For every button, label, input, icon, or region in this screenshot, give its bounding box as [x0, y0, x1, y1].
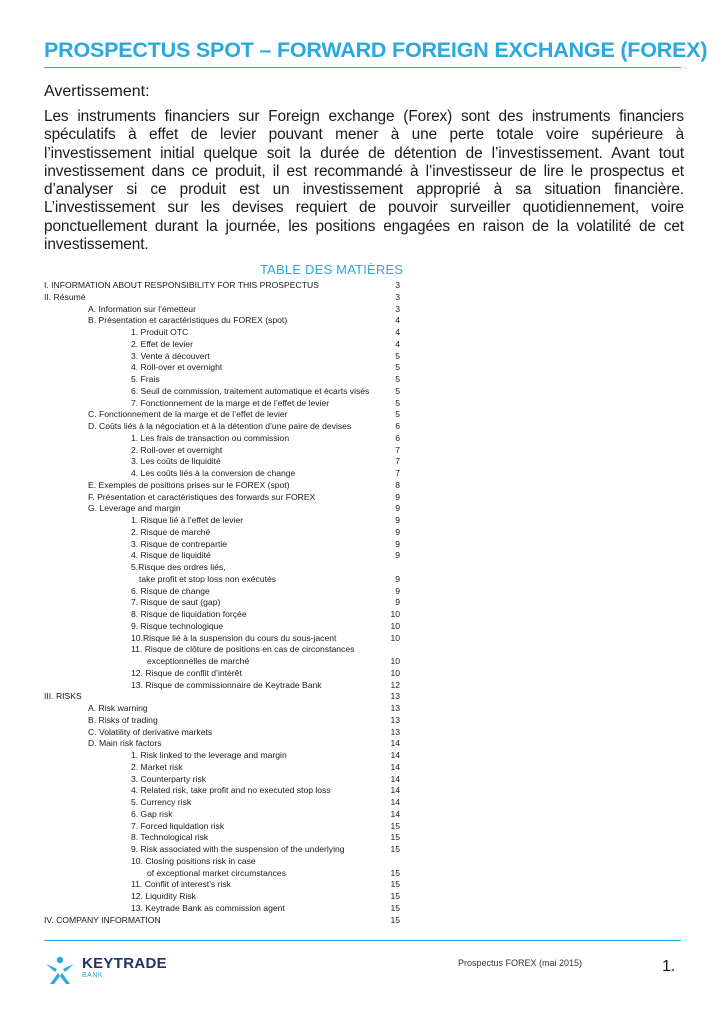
toc-entry — [44, 409, 404, 421]
table-of-contents — [44, 280, 404, 926]
toc-entry — [44, 750, 404, 762]
toc-entry — [44, 445, 404, 457]
toc-entry-page: 6 — [395, 421, 400, 431]
toc-entry-page: 10 — [390, 632, 400, 643]
toc-entry — [44, 492, 404, 504]
toc-entry-page: 9 — [395, 573, 400, 584]
toc-entry-page: 10 — [390, 656, 400, 666]
toc-entry-page: 5 — [395, 409, 400, 420]
toc-entry — [44, 386, 404, 398]
toc-entry-label: 3. Vente à découvert — [131, 350, 210, 361]
toc-entry-page: 5 — [395, 385, 400, 396]
toc-entry-page: 10 — [390, 620, 400, 631]
toc-entry-page: 5 — [395, 350, 400, 361]
toc-entry — [44, 680, 404, 692]
toc-entry-label: 1. Produit OTC — [131, 327, 189, 337]
warning-heading: Avertissement: — [44, 83, 150, 100]
toc-entry-page: 9 — [395, 526, 400, 537]
toc-entry-page: 8 — [395, 479, 400, 490]
toc-entry-page: 12 — [390, 679, 400, 690]
toc-entry — [44, 762, 404, 774]
toc-entry-label: 2. Roll-over et overnight — [131, 444, 223, 455]
toc-entry — [44, 868, 404, 880]
toc-entry-label: 5. Frais — [131, 374, 160, 384]
toc-entry — [44, 304, 404, 316]
toc-entry-label: B. Présentation et caractéristiques du FOREX (spot) — [88, 315, 288, 326]
toc-entry-page: 9 — [395, 538, 400, 549]
toc-entry — [44, 609, 404, 621]
toc-entry — [44, 280, 404, 292]
toc-entry-label: 3. Counterparty risk — [131, 773, 206, 784]
toc-entry-label: 13. Keytrade Bank as commission agent — [131, 902, 285, 913]
toc-entry-page: 9 — [395, 585, 400, 596]
toc-entry-label: 4. Roll-over et overnight — [131, 362, 223, 373]
toc-entry-label: 9. Risque technologique — [131, 620, 224, 631]
toc-entry — [44, 562, 404, 574]
toc-entry-label: A. Information sur l’émetteur — [88, 303, 196, 314]
toc-entry — [44, 327, 404, 339]
toc-title: TABLE DES MATIÈRES — [260, 262, 404, 277]
toc-entry — [44, 633, 404, 645]
toc-entry — [44, 586, 404, 598]
toc-entry-label: II. Résumé — [44, 291, 86, 302]
toc-entry-page: 9 — [395, 597, 400, 608]
toc-entry — [44, 515, 404, 527]
toc-entry-label: 4. Les coûts liés à la conversion de change — [131, 468, 296, 478]
toc-entry — [44, 915, 404, 927]
toc-entry — [44, 715, 404, 727]
toc-entry-page: 14 — [390, 750, 400, 760]
toc-entry-label: 11. Conflit of interest’s risk — [131, 879, 231, 890]
toc-entry — [44, 480, 404, 492]
toc-entry — [44, 374, 404, 386]
toc-entry — [44, 656, 404, 668]
toc-entry — [44, 398, 404, 410]
toc-entry-label: 1. Les frais de transaction ou commission — [131, 432, 290, 443]
toc-entry — [44, 644, 404, 656]
toc-entry-label: 4. Risque de liquidité — [131, 550, 211, 561]
toc-entry — [44, 292, 404, 304]
page-number: 1. — [662, 958, 676, 975]
keytrade-logo — [44, 955, 167, 985]
toc-entry-label: 9. Risk associated with the suspension of the underlying — [131, 844, 345, 854]
toc-entry — [44, 315, 404, 327]
toc-entry-page: 15 — [390, 914, 400, 925]
toc-entry-label: take profit et stop loss non exécutés — [139, 573, 277, 584]
toc-entry-label: 10. Closing positions risk in case — [131, 855, 256, 866]
toc-entry-label: 2. Effet de levier — [131, 338, 193, 349]
toc-entry-page: 14 — [390, 773, 400, 784]
toc-entry-page: 13 — [390, 726, 400, 737]
toc-entry-label: 1. Risk linked to the leverage and margin — [131, 750, 287, 760]
toc-entry-page: 9 — [395, 491, 400, 502]
toc-entry-label: F. Présentation et caractéristiques des forwards sur FOREX — [88, 491, 316, 502]
warning-paragraph: Les instruments financiers sur Foreign exchange (Forex) sont des instruments financiers spéculatifs à effet de levier pouvant mener à une perte totale voire supérieure à l’investissement initial quelque soit la durée de détention de l’investissement. Avant tout investissement dans ce produit, il est recommandé à l’investisseur de lire le prospectus et d’analyser si ce produit est un investissement approprié à sa situation financière. L’investissement sur les devises requiert de pouvoir surveiller quotidiennement, voire ponctuellement durant la journée, les positions engagées en raison de la volatilité de cet investissement. — [44, 108, 684, 254]
toc-entry-label: 2. Risque de marché — [131, 526, 211, 537]
toc-entry-label: 5.Risque des ordres liés, — [131, 562, 226, 572]
toc-entry-label: 13. Risque de commissionnaire de Keytrade Bank — [131, 679, 322, 690]
toc-entry-page: 13 — [390, 703, 400, 713]
toc-entry-label: C. Volatility of derivative markets — [88, 726, 213, 737]
toc-entry — [44, 539, 404, 551]
toc-entry-page: 9 — [395, 550, 400, 561]
keytrade-star-icon — [44, 955, 76, 985]
toc-entry — [44, 421, 404, 433]
toc-entry-label: 12. Risque de conflit d’intérêt — [131, 667, 242, 678]
toc-entry-page: 9 — [395, 515, 400, 525]
logo-wordmark: KEYTRADE — [82, 955, 167, 972]
toc-entry — [44, 785, 404, 797]
toc-entry — [44, 903, 404, 915]
toc-entry-label: exceptionnelles de marché — [147, 656, 250, 666]
toc-entry — [44, 550, 404, 562]
toc-entry-label: 8. Technological risk — [131, 832, 209, 843]
toc-entry-page: 4 — [395, 338, 400, 349]
toc-entry-label: 4. Related risk, take profit and no executed stop loss — [131, 785, 331, 796]
toc-entry-page: 13 — [390, 691, 400, 702]
toc-entry — [44, 362, 404, 374]
toc-entry-page: 7 — [395, 444, 400, 455]
footer-document-label: Prospectus FOREX (mai 2015) — [458, 958, 583, 968]
toc-entry-label: 10.Risque lié à la suspension du cours du sous-jacent — [131, 632, 337, 643]
toc-entry-label: 1. Risque lié à l’effet de levier — [131, 515, 244, 525]
toc-entry — [44, 856, 404, 868]
toc-entry-label: 6. Seuil de commission, traitement automatique et écarts visés — [131, 385, 370, 396]
toc-entry — [44, 503, 404, 515]
toc-entry — [44, 844, 404, 856]
toc-entry — [44, 527, 404, 539]
toc-entry — [44, 727, 404, 739]
toc-entry-label: 6. Gap risk — [131, 808, 173, 819]
toc-entry-page: 15 — [390, 879, 400, 890]
toc-entry-page: 13 — [390, 714, 400, 725]
toc-entry-page: 4 — [395, 315, 400, 326]
toc-entry-label: 3. Risque de contrepartie — [131, 538, 228, 549]
toc-entry-page: 15 — [390, 832, 400, 843]
toc-entry-page: 14 — [390, 738, 400, 749]
toc-entry-label: G. Leverage and margin — [88, 503, 181, 514]
toc-entry-page: 9 — [395, 503, 400, 514]
document-title: PROSPECTUS SPOT – FORWARD FOREIGN EXCHANGE (FOREX) — [44, 38, 708, 62]
toc-entry-label: 12. Liquidity Risk — [131, 891, 196, 901]
toc-entry-page: 3 — [395, 303, 400, 314]
toc-entry-label: of exceptional market circumstances — [147, 867, 286, 878]
toc-entry-label: D. Coûts liés à la négociation et à la détention d’une paire de devises — [88, 421, 352, 431]
toc-entry — [44, 809, 404, 821]
toc-entry-label: E. Exemples de positions prises sur le FOREX (spot) — [88, 479, 290, 490]
toc-entry-label: 11. Risque de clôture de positions en cas de circonstances — [131, 644, 355, 655]
toc-entry — [44, 774, 404, 786]
logo-subtitle: BANK — [82, 972, 104, 979]
toc-entry — [44, 456, 404, 468]
footer-divider — [44, 940, 681, 941]
toc-entry-page: 4 — [395, 327, 400, 337]
toc-entry-page: 5 — [395, 397, 400, 408]
toc-entry-page: 15 — [390, 820, 400, 831]
toc-entry-page: 5 — [395, 374, 400, 384]
toc-entry-label: 8. Risque de liquidation forçée — [131, 609, 247, 619]
toc-entry-label: A. Risk warning — [88, 703, 148, 713]
toc-entry-page: 14 — [390, 785, 400, 796]
toc-entry — [44, 621, 404, 633]
toc-entry-page: 5 — [395, 362, 400, 373]
toc-entry-label: C. Fonctionnement de la marge et de l’effet de levier — [88, 409, 288, 420]
toc-entry-page: 14 — [390, 808, 400, 819]
toc-entry-page: 10 — [390, 609, 400, 619]
toc-entry — [44, 891, 404, 903]
toc-entry-label: 3. Les coûts de liquidité — [131, 456, 221, 467]
toc-entry — [44, 433, 404, 445]
toc-entry-label: 7. Fonctionnement de la marge et de l’effet de levier — [131, 397, 330, 408]
toc-entry — [44, 574, 404, 586]
toc-entry-label: III. RISKS — [44, 691, 82, 702]
toc-entry — [44, 668, 404, 680]
toc-entry — [44, 797, 404, 809]
toc-entry-page: 15 — [390, 902, 400, 913]
toc-entry-page: 7 — [395, 456, 400, 467]
toc-entry — [44, 703, 404, 715]
toc-entry-label: B. Risks of trading — [88, 714, 158, 725]
toc-entry — [44, 691, 404, 703]
toc-entry — [44, 339, 404, 351]
toc-entry-page: 3 — [395, 291, 400, 302]
toc-entry-page: 10 — [390, 667, 400, 678]
toc-entry-label: 7. Forced liquidation risk — [131, 820, 225, 831]
toc-entry-page: 14 — [390, 797, 400, 807]
toc-entry — [44, 879, 404, 891]
toc-entry-page: 15 — [390, 891, 400, 901]
toc-entry-label: D. Main risk factors — [88, 738, 162, 749]
toc-entry-label: 5. Currency risk — [131, 797, 192, 807]
title-divider — [44, 67, 681, 68]
toc-entry-label: IV. COMPANY INFORMATION — [44, 914, 161, 925]
toc-entry-label: I. INFORMATION ABOUT RESPONSIBILITY FOR THIS PROSPECTUS — [44, 280, 319, 290]
toc-entry-page: 15 — [390, 867, 400, 878]
toc-entry — [44, 597, 404, 609]
toc-entry — [44, 821, 404, 833]
toc-entry-label: 7. Risque de saut (gap) — [131, 597, 221, 608]
toc-entry-label: 2. Market risk — [131, 761, 183, 772]
toc-entry-page: 3 — [395, 280, 400, 290]
toc-entry-page: 6 — [395, 432, 400, 443]
toc-entry-page: 14 — [390, 761, 400, 772]
toc-entry-label: 6. Risque de change — [131, 585, 210, 596]
toc-entry — [44, 351, 404, 363]
toc-entry — [44, 468, 404, 480]
toc-entry-page: 15 — [390, 844, 400, 854]
toc-entry — [44, 738, 404, 750]
toc-entry-page: 7 — [395, 468, 400, 478]
toc-entry — [44, 832, 404, 844]
